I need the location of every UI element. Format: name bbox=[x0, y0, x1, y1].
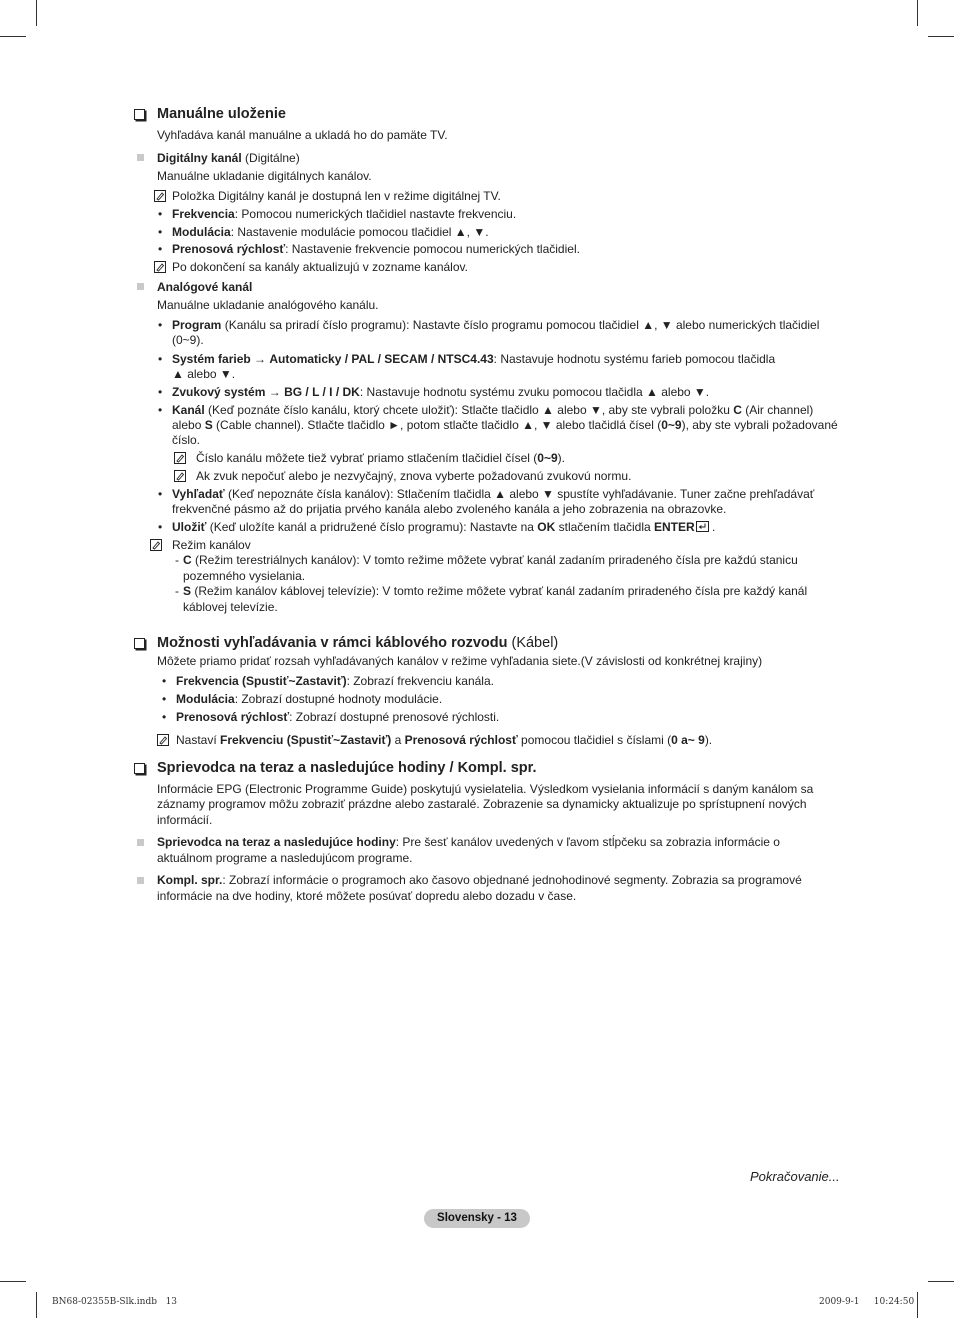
list-item-cont: pozemného vysielania. bbox=[183, 569, 306, 583]
continuation-text: Pokračovanie... bbox=[750, 1169, 840, 1184]
list-item: Systém farieb → Automaticky / PAL / SECAM / NTSC4.43: Nastavuje hodnotu systému farieb pomocou tlačidla bbox=[172, 352, 776, 366]
list-item: Frekvencia: Pomocou numerických tlačidiel nastavte frekvenciu. bbox=[172, 207, 517, 221]
list-item: Kompl. spr.: Zobrazí informácie o programoch ako časovo objednané jednohodinové segmenty. Zobrazia sa programové bbox=[157, 873, 802, 887]
list-item: Modulácia: Zobrazí dostupné hodnoty modulácie. bbox=[176, 692, 443, 706]
bullet: • bbox=[158, 352, 163, 366]
list-item: C (Režim terestriálnych kanálov): V tomto režime môžete vybrať kanál zadaním priradeného čísla pre každú stanicu bbox=[183, 553, 798, 567]
section-desc: Vyhľadáva kanál manuálne a ukladá ho do pamäte TV. bbox=[157, 128, 448, 142]
subsection-desc: Manuálne ukladanie digitálnych kanálov. bbox=[157, 169, 372, 183]
note-text: Po dokončení sa kanály aktualizujú v zozname kanálov. bbox=[172, 260, 468, 274]
dash-bullet: - bbox=[175, 584, 179, 598]
checkbox-icon bbox=[134, 638, 145, 649]
list-item: Vyhľadať (Keď nepoznáte čísla kanálov): Stlačením tlačidla ▲ alebo ▼ spustíte vyhľadávanie. Tuner začne prehľadávať bbox=[172, 487, 815, 501]
list-item-cont: informácie na dve hodiny, ktoré môžete posúvať dopredu alebo dozadu v čase. bbox=[157, 889, 577, 903]
list-item: Sprievodca na teraz a nasledujúce hodiny: Pre šesť kanálov uvedených v ľavom stĺpčeku sa zobrazia informácie o bbox=[157, 835, 780, 849]
list-item: Prenosová rýchlosť: Nastavenie frekvencie pomocou numerických tlačidiel. bbox=[172, 242, 580, 256]
checkbox-icon bbox=[134, 109, 145, 120]
note-icon bbox=[154, 190, 166, 202]
note-icon bbox=[157, 734, 169, 746]
list-item: Zvukový systém → BG / L / I / DK: Nastavuje hodnotu systému zvuku pomocou tlačidla ▲ alebo ▼. bbox=[172, 385, 710, 399]
crop-mark bbox=[917, 1292, 918, 1318]
note-text: Položka Digitálny kanál je dostupná len v režime digitálnej TV. bbox=[172, 189, 501, 203]
list-item-cont: ▲ alebo ▼. bbox=[172, 367, 236, 381]
footer-date: 2009-9-1 10:24:50 bbox=[819, 1297, 915, 1307]
crop-mark bbox=[0, 36, 26, 37]
note-icon bbox=[174, 470, 186, 482]
subsection-desc: Manuálne ukladanie analógového kanálu. bbox=[157, 298, 379, 312]
bullet: • bbox=[162, 674, 167, 688]
bullet: • bbox=[158, 207, 163, 221]
note-icon bbox=[174, 452, 186, 464]
square-bullet-icon bbox=[137, 154, 144, 161]
crop-mark bbox=[0, 1281, 26, 1282]
bullet: • bbox=[158, 225, 163, 239]
bullet: • bbox=[158, 242, 163, 256]
section-desc: informácií. bbox=[157, 813, 213, 827]
section-title-manual: Manuálne uloženie bbox=[157, 106, 286, 122]
note-text: Číslo kanálu môžete tiež vybrať priamo stlačením tlačidiel čísel (0~9). bbox=[196, 451, 565, 465]
section-desc: Informácie EPG (Electronic Programme Guide) poskytujú vysielatelia. Výsledkom vysielania informácií s daným kanálom sa bbox=[157, 782, 814, 796]
page-number-badge: Slovensky - 13 bbox=[424, 1209, 530, 1228]
list-item: Kanál (Keď poznáte číslo kanálu, ktorý chcete uložiť): Stlačte tlačidlo ▲ alebo ▼, aby ste vybrali položku C (Air channel) bbox=[172, 403, 814, 417]
footer-file: BN68-02355B-Slk.indb 13 bbox=[52, 1297, 178, 1307]
note-text: Režim kanálov bbox=[172, 538, 251, 552]
section-title-cable: Možnosti vyhľadávania v rámci káblového rozvodu (Kábel) bbox=[157, 635, 559, 651]
section-title-guide: Sprievodca na teraz a nasledujúce hodiny / Kompl. spr. bbox=[157, 760, 537, 776]
bullet: • bbox=[158, 318, 163, 332]
bullet: • bbox=[158, 520, 163, 534]
section-desc: Môžete priamo pridať rozsah vyhľadávaných kanálov v režime vyhľadania siete.(V závislosti od konkrétnej krajiny) bbox=[157, 654, 763, 668]
list-item-cont: frekvenčné pásmo až do prijatia prvého kanála alebo zvoleného kanála a jeho zobrazenia na obrazovke. bbox=[172, 502, 727, 516]
bullet: • bbox=[162, 710, 167, 724]
square-bullet-icon bbox=[137, 283, 144, 290]
crop-mark bbox=[917, 0, 918, 26]
subsection-title-analog: Analógové kanál bbox=[157, 280, 253, 294]
bullet: • bbox=[158, 403, 163, 417]
square-bullet-icon bbox=[137, 839, 144, 846]
dash-bullet: - bbox=[175, 553, 179, 567]
list-item: Prenosová rýchlosť: Zobrazí dostupné prenosové rýchlosti. bbox=[176, 710, 500, 724]
note-text: Ak zvuk nepočuť alebo je nezvyčajný, znova vyberte požadovanú zvukovú normu. bbox=[196, 469, 632, 483]
enter-icon bbox=[696, 521, 709, 532]
list-item: Uložiť (Keď uložíte kanál a pridružené číslo programu): Nastavte na OK stlačením tlačidla ENTER . bbox=[172, 520, 716, 534]
list-item-cont: aktuálnom programe a nasledujúcom programe. bbox=[157, 851, 413, 865]
square-bullet-icon bbox=[137, 877, 144, 884]
checkbox-icon bbox=[134, 763, 145, 774]
list-item-cont: (0~9). bbox=[172, 333, 204, 347]
list-item: S (Režim kanálov káblovej televízie): V tomto režime môžete vybrať kanál zadaním priradeného čísla pre každý kanál bbox=[183, 584, 808, 598]
crop-mark bbox=[928, 36, 954, 37]
list-item-cont: číslo. bbox=[172, 433, 201, 447]
list-item-cont: alebo S (Cable channel). Stlačte tlačidlo ►, potom stlačte tlačidlo ▲, ▼ alebo tlačidlá čísel (0~9), aby ste vybrali požadované bbox=[172, 418, 838, 432]
list-item-cont: káblovej televízie. bbox=[183, 600, 278, 614]
section-desc: záznamy programov môžu zobraziť prázdne alebo zastaralé. Zobrazenie sa dynamicky aktualizuje po sprístupnení nových bbox=[157, 797, 807, 811]
bullet: • bbox=[158, 385, 163, 399]
note-icon bbox=[154, 261, 166, 273]
bullet: • bbox=[162, 692, 167, 706]
list-item: Program (Kanálu sa priradí číslo programu): Nastavte číslo programu pomocou tlačidiel ▲, ▼ alebo numerických tlačidiel bbox=[172, 318, 820, 332]
crop-mark bbox=[36, 0, 37, 26]
crop-mark bbox=[36, 1292, 37, 1318]
note-text: Nastaví Frekvenciu (Spustiť~Zastaviť) a Prenosová rýchlosť pomocou tlačidiel s číslami (0 a~ 9). bbox=[176, 733, 713, 747]
note-icon bbox=[150, 539, 162, 551]
crop-mark bbox=[928, 1281, 954, 1282]
bullet: • bbox=[158, 487, 163, 501]
list-item: Modulácia: Nastavenie modulácie pomocou tlačidiel ▲, ▼. bbox=[172, 225, 489, 239]
subsection-title-digital: Digitálny kanál (Digitálne) bbox=[157, 151, 300, 165]
list-item: Frekvencia (Spustiť~Zastaviť): Zobrazí frekvenciu kanála. bbox=[176, 674, 494, 688]
